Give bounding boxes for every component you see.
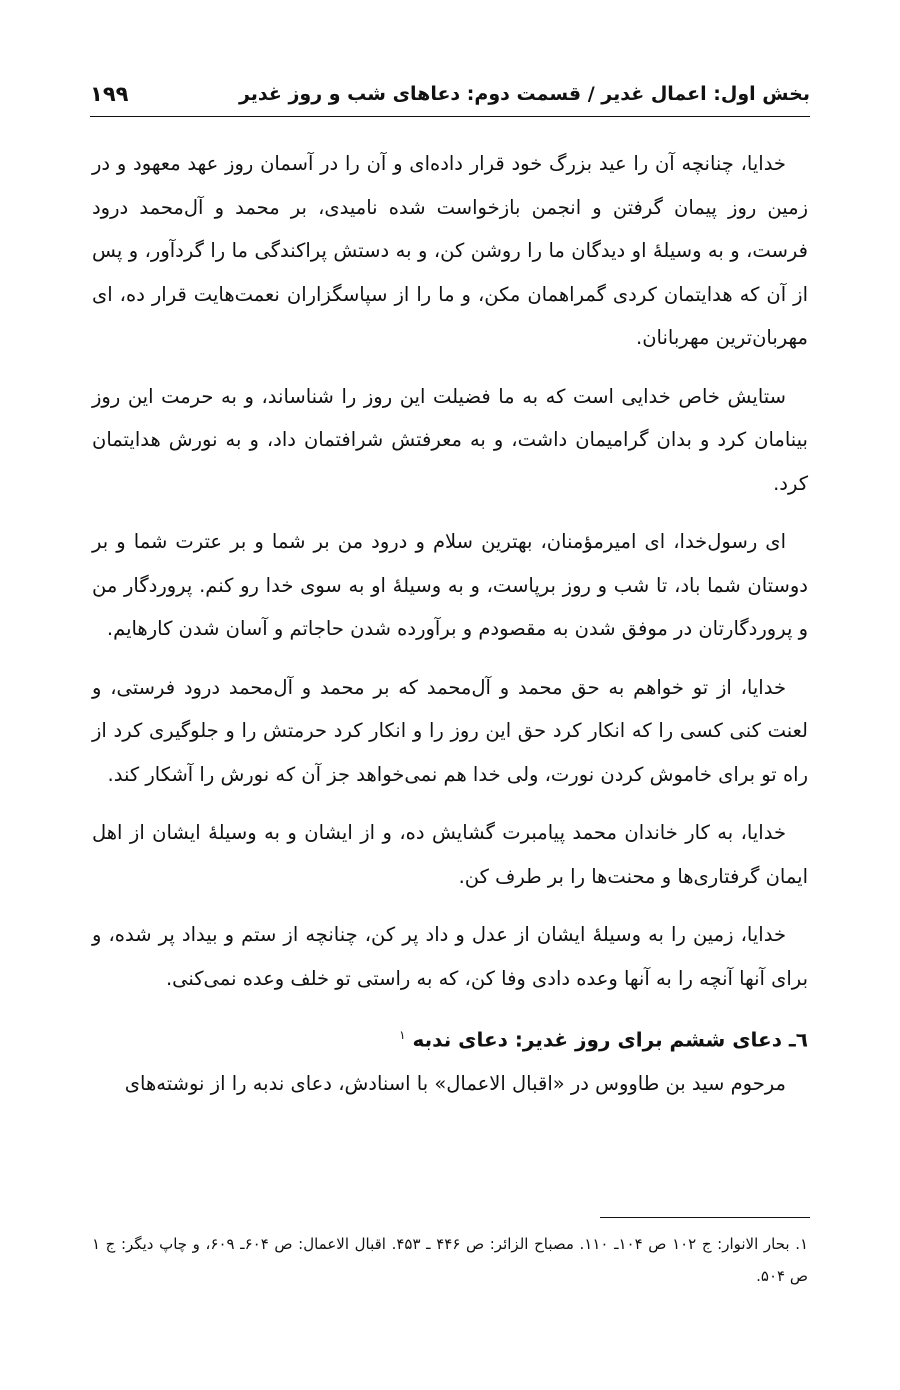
body-text: [92, 142, 808, 1105]
footnote-divider: [600, 1217, 810, 1218]
footnote-reference: ۱: [399, 1028, 406, 1042]
paragraph: خدایا، چنانچه آن را عید بزرگ خود قرار داده‌ای و آن را در آسمان روز عهد معهود و در زمین روز پیمان گرفتن و انجمن بازخواست شده نامیدی، بر محمد و آل‌محمد درود فرست، و به وسیلهٔ او دیدگان ما را روشن کن، و به دستش پراکندگی ما را گردآور، و پس از آن که هدایتمان کردی گمراهمان مکن، و ما را از سپاسگزاران نعمت‌هایت قرار ده، ای مهربان‌ترین مهربانان.: [92, 152, 808, 349]
paragraph: ستایش خاص خدایی است که به ما فضیلت این روز را شناساند، و به حرمت این روز بینامان کرد و بدان گرامیمان داشت، و به معرفتش شرافتمان داد، و به نورش هدایتمان کرد.: [92, 384, 808, 495]
paragraph: خدایا، به کار خاندان محمد پیامبرت گشایش ده، و از ایشان و به وسیلهٔ ایشان از اهل ایمان گرفتاری‌ها و محنت‌ها را بر طرف کن.: [92, 821, 808, 888]
paragraph: ای رسول‌خدا، ای امیرمؤمنان، بهترین سلام و درود من بر شما و بر عترت شما و بر دوستان شما باد، تا شب و روز برپاست، و به وسیلهٔ او به سوی خدا رو کنم. پروردگار من و پروردگارتان در موفق شدن به مقصودم و برآورده شدن حاجاتم و آسان شدن کارهایم.: [92, 530, 808, 640]
page-number: ۱۹۹: [90, 82, 129, 106]
footnotes: [92, 1228, 808, 1292]
section-heading-text: ٦ـ دعای ششم برای روز غدیر: دعای ندبه: [412, 1027, 808, 1052]
section-continuation: مرحوم سید بن طاووس در «اقبال الاعمال» با اسنادش، دعای ندبه را از نوشته‌های: [124, 1071, 786, 1095]
footnote-text: ۱. بحار الانوار: ج ۱۰۲ ص ۱۰۴ـ ۱۱۰. مصباح الزائر: ص ۴۴۶ ـ ۴۵۳. اقبال الاعمال: ص ۶۰۴ـ ۶۰۹، و چاپ دیگر: ج ۱ ص ۵۰۴.: [92, 1235, 809, 1285]
page-header: [90, 72, 810, 117]
paragraph: خدایا، زمین را به وسیلهٔ ایشان از عدل و داد پر کن، چنانچه از ستم و بیداد پر شده، و برای آنها آنچه را به آنها وعده دادی وفا کن، که به راستی تو خلف وعده نمی‌کنی.: [92, 923, 808, 990]
section-heading: [92, 1015, 808, 1060]
running-title: بخش اول: اعمال غدیر / قسمت دوم: دعاهای شب و روز غدیر: [238, 83, 810, 105]
paragraph: خدایا، از تو خواهم به حق محمد و آل‌محمد که بر محمد و آل‌محمد درود فرستی، و لعنت کنی کسی را که انکار کرد حق این روز را و انکار کرد حرمتش را و جلوگیری کرد از راه تو برای خاموش کردن نورت، ولی خدا هم نمی‌خواهد جز آن که نورش را آشکار کند.: [92, 675, 808, 786]
